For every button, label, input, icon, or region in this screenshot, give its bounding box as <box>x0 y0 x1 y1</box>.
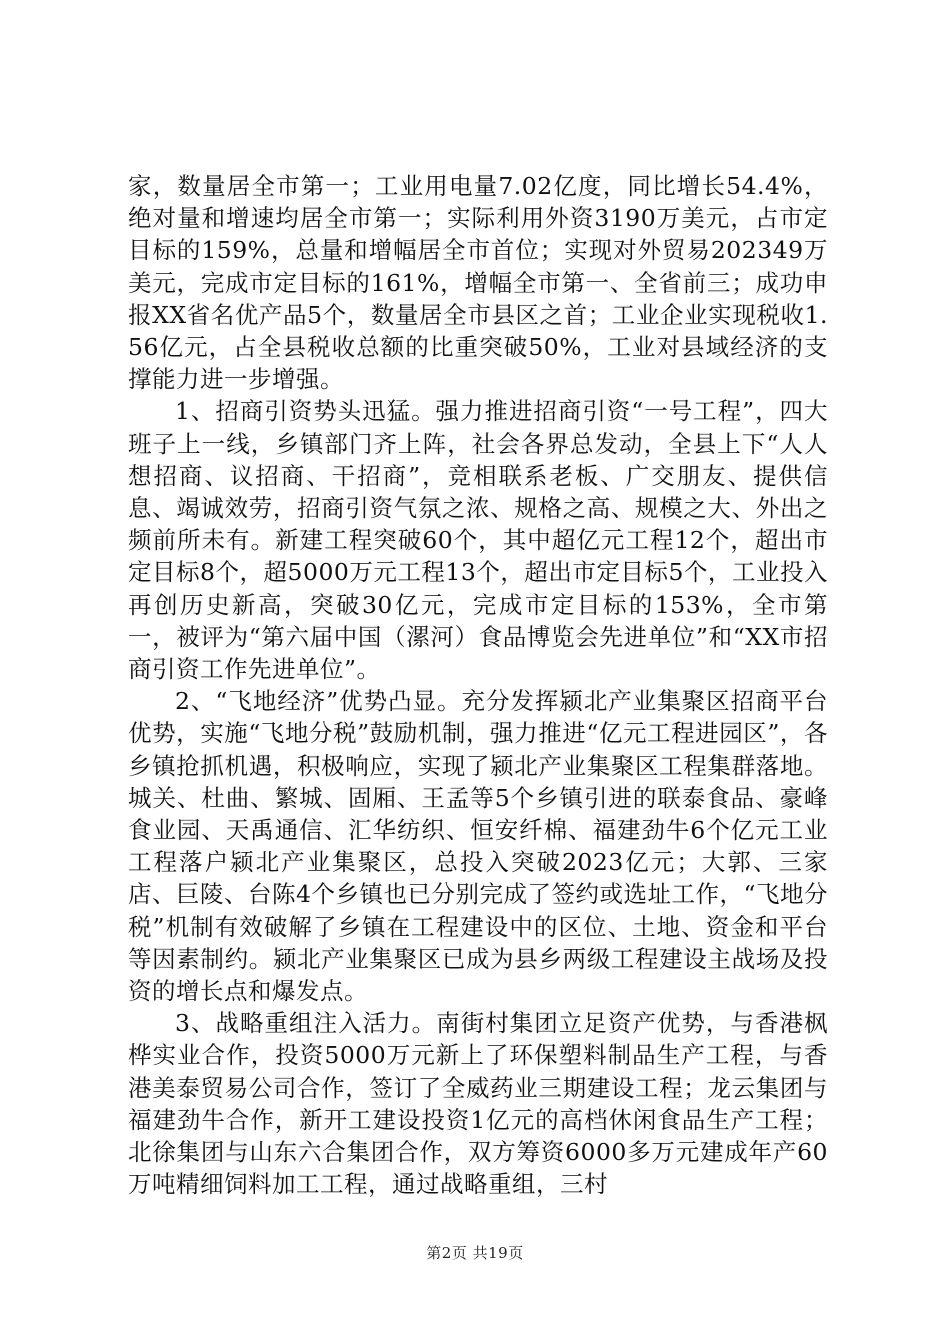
page-number-footer: 第2页 共19页 <box>426 1244 524 1262</box>
paragraph-strategic-restructuring: 3、战略重组注入活力。南街村集团立足资产优势，与香港枫桦实业合作，投资5000万元新上了环保塑料制品生产工程，与香港美泰贸易公司合作，签订了全威药业三期建设工程；龙云集团与福建劲牛合作，新开工建设投资1亿元的高档休闲食品生产工程；北徐集团与山东六合集团合作，双方筹资6000多万元建成年产60万吨精细饲料加工工程，通过战略重组，三村 <box>128 1009 828 1199</box>
paragraph-enclave-economy: 2、“飞地经济”优势凸显。充分发挥颍北产业集聚区招商平台优势，实施“飞地分税”鼓励机制，强力推进“亿元工程进园区”，各乡镇抢抓机遇，积极响应，实现了颍北产业集聚区工程集群落地。城关、杜曲、繁城、固厢、王孟等5个乡镇引进的联泰食品、豪峰食业园、天禹通信、汇华纺织、恒安纤棉、福建劲牛6个亿元工业工程落户颍北产业集聚区，总投入突破2023亿元；大郭、三家店、巨陵、台陈4个乡镇也已分别完成了签约或选址工作，“飞地分税”机制有效破解了乡镇在工程建设中的区位、土地、资金和平台等因素制约。颍北产业集聚区已成为县乡两级工程建设主战场及投资的增长点和爆发点。 <box>128 687 828 1006</box>
document-body <box>128 170 828 1201</box>
paragraph-investment-promotion: 1、招商引资势头迅猛。强力推进招商引资“一号工程”，四大班子上一线，乡镇部门齐上阵，社会各界总发动，全县上下“人人想招商、议招商、干招商”，竞相联系老板、广交朋友、提供信息、竭诚效劳，招商引资气氛之浓、规格之高、规模之大、外出之频前所未有。新建工程突破60个，其中超亿元工程12个，超出市定目标8个，超5000万元工程13个，超出市定目标5个，工业投入再创历史新高，突破30亿元，完成市定目标的153%，全市第一，被评为“第六届中国（漯河）食品博览会先进单位”和“XX市招商引资工作先进单位”。 <box>128 397 828 684</box>
paragraph-continuation: 家，数量居全市第一；工业用电量7.02亿度，同比增长54.4%，绝对量和增速均居全市第一；实际利用外资3190万美元，占市定目标的159%，总量和增幅居全市首位；实现对外贸易202349万美元，完成市定目标的161%，增幅全市第一、全省前三；成功申报XX省名优产品5个，数量居全市县区之首；工业企业实现税收1.56亿元，占全县税收总额的比重突破50%，工业对县域经济的支撑能力进一步增强。 <box>128 172 828 394</box>
